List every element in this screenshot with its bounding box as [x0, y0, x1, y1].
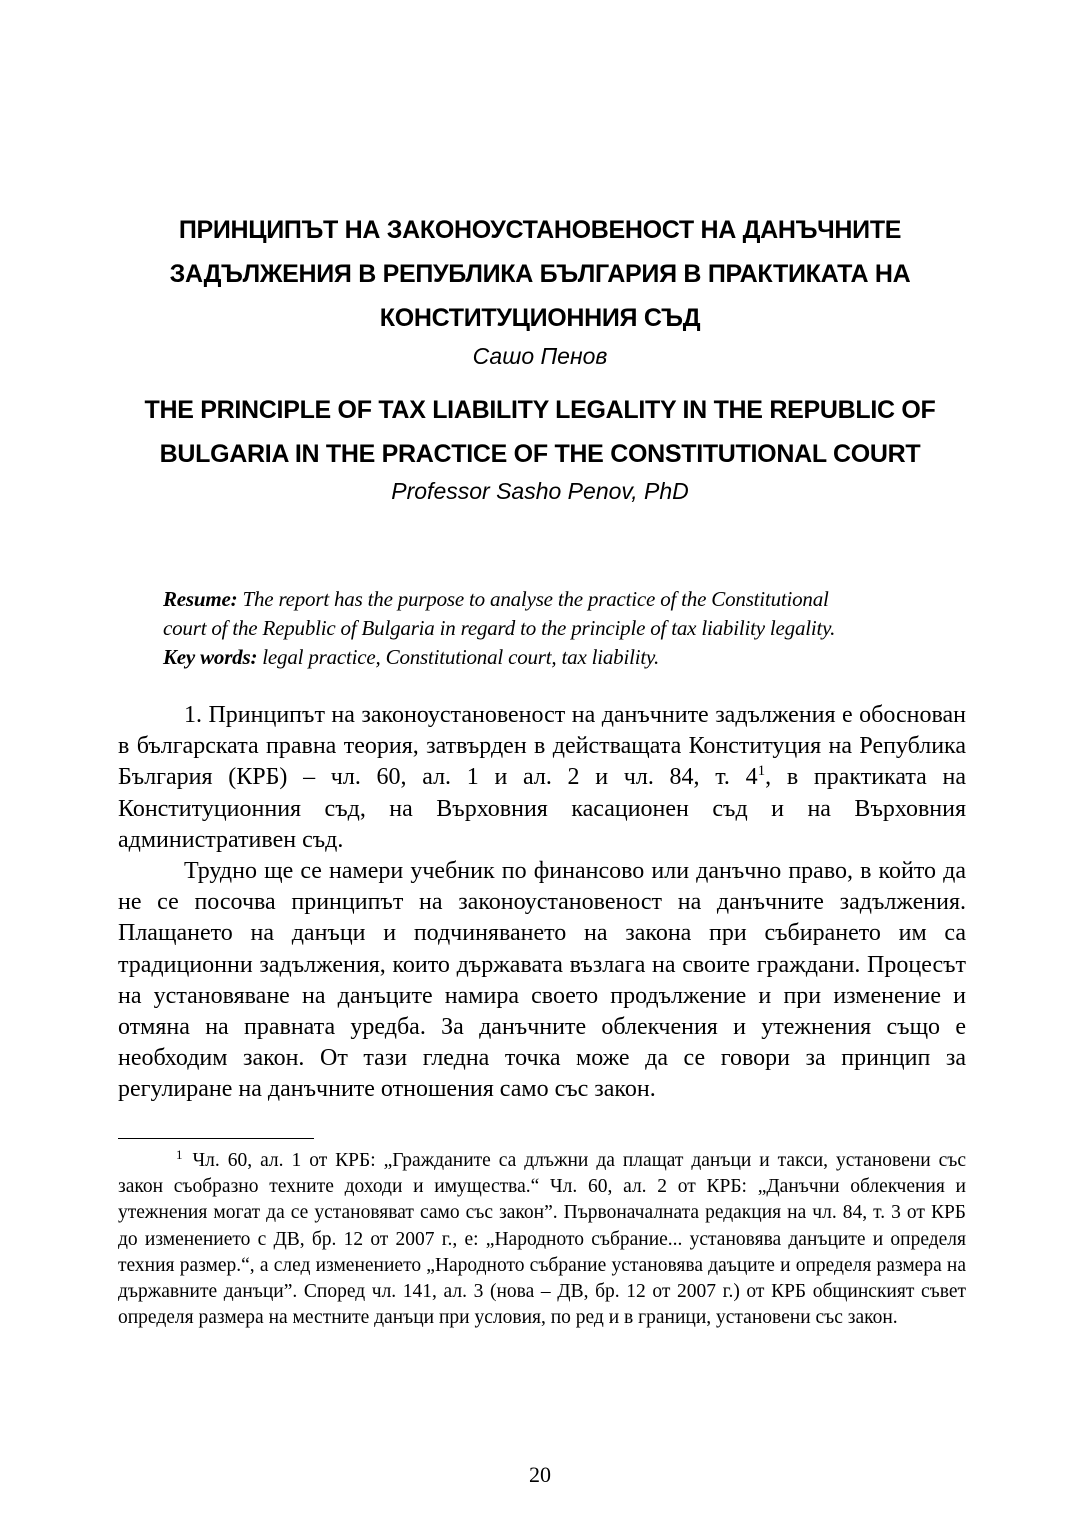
footnote-1 [118, 1148, 966, 1331]
footnote [118, 1148, 966, 1331]
author-english: Professor Sasho Penov, PhD [391, 478, 689, 504]
footnote-text: Чл. 60, ал. 1 от КРБ: „Гражданите са длъжни да плащат данъци и такси, установени със закон съобразно техните доходи и имущества.“ Чл. 60, ал. 2 от КРБ: „Данъчни облекчения и утежнения могат да се установяват само със закон”. Първоначалната редакция на чл. 84, т. 3 от КРБ до изменението с ДВ, бр. 12 от 2007 г., е: „Народното събрание... установява данъците и определя техния размер.“, а след изменението „Народното събрание установява даъците и определя размера на държавните данъци”. Според чл. 141, ал. 3 (нова – ДВ, бр. 12 от 2007 г.) от КРБ общинският съвет определя размера на местните данъци при условия, по ред и в граници, установени със закон. [118, 1150, 966, 1329]
resume-text-1: The report has the purpose to analyse the practice of the Constitutional [237, 587, 829, 611]
resume-line-2 [163, 614, 923, 643]
keywords-label: Key words: [163, 645, 258, 669]
paragraph-1-text: 1. Принципът на законоустановеност на данъчните задължения е обоснован в българската правна теория, затвърден в действащата Конституция на Република България (КРБ) – чл. 60, ал. 1 и ал. 2 и чл. 84, т. 4 [118, 702, 966, 791]
title-bulgarian: ПРИНЦИПЪТ НА ЗАКОНОУСТАНОВЕНОСТ НА ДАНЪЧНИТЕ ЗАДЪЛЖЕНИЯ В РЕПУБЛИКА БЪЛГАРИЯ В ПРАКТИКАТА НА КОНСТИТУЦИОННИЯ СЪД [169, 216, 911, 332]
title-english: THE PRINCIPLE OF TAX LIABILITY LEGALITY IN THE REPUBLIC OF BULGARIA IN THE PRACTICE OF THE CONSTITUTIONAL COURT [144, 396, 936, 468]
resume-label: Resume: [163, 587, 238, 611]
paragraph-2: Трудно ще се намери учебник по финансово или данъчно право, в който да не се посочва принципът на законоустановеност на данъчните задължения. Плащането на данъци и подчиняването на закона при събирането им са традиционни задължения, които държавата възлага на своите граждани. Процесът на установяване на данъците намира своето продължение и при изменение и отмяна на правната уредба. За данъчните облекчения и утежнения също е необходим закон. От тази гледна точка може да се говори за принцип за регулиране на данъчните отношения само със закон. [118, 858, 966, 1103]
author-bulgarian: Сашо Пенов [472, 343, 608, 369]
paragraph-1 [118, 700, 966, 856]
paragraph-1-text-cont: , в практиката на Конституционния съд, на Върховния касационен съд и на Върховния административен съд. [118, 764, 967, 853]
body-text [118, 700, 966, 1106]
resume-line-1 [163, 585, 923, 614]
abstract-block [163, 585, 923, 672]
resume-text-2: court of the Republic of Bulgaria in regard to the principle of tax liability legality. [163, 616, 836, 640]
footnote-marker: 1 [176, 1146, 183, 1162]
footnote-reference: 1 [757, 763, 766, 780]
keywords-text: legal practice, Constitutional court, tax liability. [257, 645, 660, 669]
keywords-line [163, 643, 923, 672]
footnote-divider [118, 1138, 314, 1139]
page-number: 20 [529, 1462, 551, 1487]
